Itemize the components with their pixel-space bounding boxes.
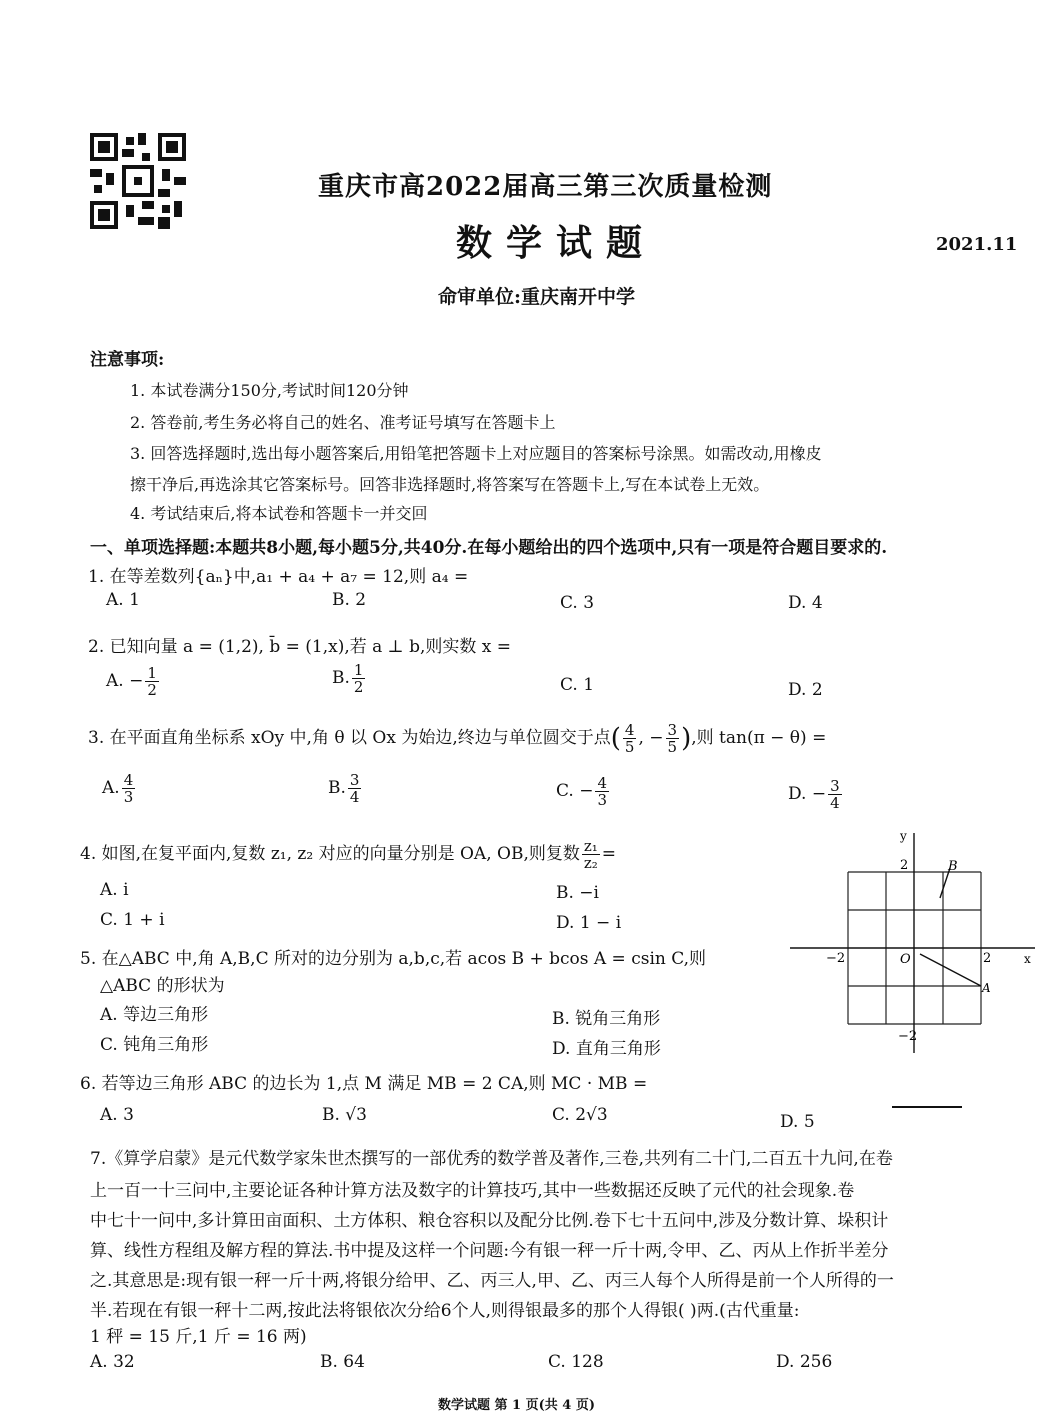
q2-option-a	[106, 665, 161, 698]
q7-option-b: B. 64	[320, 1352, 365, 1372]
tick-y-neg2: −2	[898, 1029, 918, 1044]
fraction	[582, 838, 600, 871]
frac-num: 1	[147, 664, 157, 682]
q7-option-c: C. 128	[548, 1352, 604, 1372]
notice-item: 4. 考试结束后,将本试卷和答题卡一并交回	[130, 504, 428, 523]
section-heading: 一、单项选择题:本题共8小题,每小题5分,共40分.在每小题给出的四个选项中,只有一项是符合题目要求的.	[90, 538, 888, 558]
question-3-stem	[88, 722, 826, 755]
frac-num: 3	[667, 721, 678, 739]
prefix: C. −	[556, 781, 594, 801]
separator: , −	[638, 728, 664, 748]
q7-option-a: A. 32	[90, 1352, 135, 1372]
origin-label: O	[900, 952, 911, 967]
frac-num: z₁	[583, 837, 598, 855]
q2-option-c: C. 1	[560, 675, 595, 695]
q6-option-c: C. 2√3	[552, 1105, 608, 1125]
q3-stem-text: 3. 在平面直角坐标系 xOy 中,角 θ 以 Ox 为始边,终边与单位圆交于点	[88, 728, 611, 748]
q2-option-a-prefix: A. −	[106, 671, 144, 691]
frac-den: z₂	[583, 854, 598, 872]
q7-option-d: D. 256	[776, 1352, 833, 1372]
frac-den: 5	[667, 738, 678, 756]
vector-oa	[920, 954, 981, 986]
fraction	[623, 722, 637, 755]
q6-option-d: D. 5	[780, 1112, 815, 1132]
question-7-line: 1 秤 = 15 斤,1 斤 = 16 两)	[90, 1327, 307, 1347]
prefix: A.	[102, 778, 120, 798]
q1-option-d: D. 4	[788, 593, 823, 613]
question-1-stem: 1. 在等差数列{aₙ}中,a₁ + a₄ + a₇ = 12,则 a₄ =	[88, 567, 469, 587]
q4-option-b: B. −i	[556, 883, 599, 903]
frac-den: 4	[830, 794, 840, 812]
fraction	[352, 662, 366, 695]
question-5-stem: 5. 在△ABC 中,角 A,B,C 所对的边分别为 a,b,c,若 acos B + bcos A = csin C,则	[80, 949, 707, 969]
notice-item: 2. 答卷前,考生务必将自己的姓名、准考证号填写在答题卡上	[130, 413, 556, 432]
prefix: B.	[328, 778, 346, 798]
q3-option-a	[102, 772, 137, 805]
frac-den: 4	[349, 788, 360, 806]
q6-option-a: A. 3	[100, 1105, 134, 1125]
notice-title: 注意事项:	[90, 350, 165, 370]
divider	[892, 1106, 962, 1108]
tick-y-2: 2	[900, 858, 909, 873]
q4-stem-text: =	[601, 844, 617, 864]
tick-x-neg2: −2	[826, 951, 846, 966]
q2-option-b-prefix: B.	[332, 668, 350, 688]
complex-plane-figure	[790, 828, 1040, 1058]
frac-num: 3	[830, 777, 840, 795]
fraction	[145, 665, 159, 698]
q5-option-a: A. 等边三角形	[100, 1005, 209, 1025]
prefix: D. −	[788, 784, 827, 804]
question-7-line: 上一百一十三问中,主要论证各种计算方法及数字的计算技巧,其中一些数据还反映了元代的社会现象.卷	[90, 1181, 855, 1201]
frac-den: 3	[597, 791, 607, 809]
q1-option-a: A. 1	[106, 590, 140, 610]
paren: (	[610, 723, 621, 754]
question-4-stem	[80, 838, 616, 871]
q4-option-c: C. 1 + i	[100, 910, 165, 930]
q4-option-d: D. 1 − i	[556, 913, 622, 933]
question-7-line: 7.《算学启蒙》是元代数学家朱世杰撰写的一部优秀的数学普及著作,三卷,共列有二十门,二百五十九问,在卷	[90, 1149, 893, 1169]
q5-option-d: D. 直角三角形	[552, 1039, 661, 1059]
setter-unit: 命审单位:重庆南开中学	[438, 286, 636, 308]
q3-option-c	[556, 775, 611, 808]
q6-option-b: B. √3	[322, 1105, 367, 1125]
q3-stem-text: ,则 tan(π − θ) =	[691, 728, 827, 748]
q4-option-a: A. i	[100, 880, 129, 900]
frac-num: 4	[597, 774, 607, 792]
qr-code-icon	[90, 133, 186, 229]
fraction	[348, 772, 362, 805]
tick-x-2: 2	[983, 951, 992, 966]
axes	[790, 833, 1035, 1053]
question-7-line: 中七十一问中,多计算田亩面积、土方体积、粮仓容积以及配分比例.卷下七十五问中,涉及分数计算、垛积计	[90, 1211, 889, 1231]
frac-den: 5	[624, 738, 635, 756]
frac-num: 4	[624, 721, 635, 739]
x-axis-label: x	[1024, 952, 1031, 966]
page-footer: 数学试题 第 1 页(共 4 页)	[438, 1398, 596, 1413]
question-7-line: 半.若现在有银一秤十二两,按此法将银依次分给6个人,则得银最多的那个人得银( )两.(古代重量:	[90, 1301, 800, 1321]
frac-den: 2	[147, 681, 157, 699]
frac-den: 3	[123, 788, 134, 806]
paren: )	[681, 723, 692, 754]
q2-option-b	[332, 662, 367, 695]
exam-date: 2021.11	[936, 234, 1018, 255]
notice-item: 擦干净后,再选涂其它答案标号。回答非选择题时,将答案写在答题卡上,写在本试卷上无效。	[130, 475, 770, 494]
question-7-line: 算、线性方程组及解方程的算法.书中提及这样一个问题:今有银一秤一斤十两,令甲、乙、丙从上作折半差分	[90, 1241, 889, 1261]
question-6-stem: 6. 若等边三角形 ABC 的边长为 1,点 M 满足 MB = 2 CA,则 MC · MB =	[80, 1074, 648, 1094]
q4-stem-text: 4. 如图,在复平面内,复数 z₁, z₂ 对应的向量分别是 OA, OB,则复数	[80, 844, 580, 864]
fraction	[595, 775, 609, 808]
notice-item: 3. 回答选择题时,选出每小题答案后,用铅笔把答题卡上对应题目的答案标号涂黑。如需改动,用橡皮	[130, 444, 822, 463]
point-b-label: B	[948, 859, 958, 874]
frac-num: 4	[123, 771, 134, 789]
notice-item: 1. 本试卷满分150分,考试时间120分钟	[130, 381, 409, 400]
y-axis-label: y	[900, 829, 907, 843]
q5-option-c: C. 钝角三角形	[100, 1035, 209, 1055]
question-5-stem-cont: △ABC 的形状为	[100, 976, 225, 996]
fraction	[122, 772, 136, 805]
exam-title: 重庆市高2022届高三第三次质量检测	[318, 172, 773, 202]
frac-den: 2	[353, 678, 364, 696]
q1-option-c: C. 3	[560, 593, 595, 613]
q3-option-b	[328, 772, 363, 805]
q2-option-d: D. 2	[788, 680, 823, 700]
point-a-label: A	[982, 981, 991, 995]
question-2-stem: 2. 已知向量 a = (1,2), b̄ = (1,x),若 a ⊥ b,则实数 x =	[88, 637, 511, 657]
subject-title: 数学试题	[456, 222, 657, 264]
fraction	[828, 778, 842, 811]
question-7-line: 之.其意思是:现有银一秤一斤十两,将银分给甲、乙、丙三人,甲、乙、丙三人每个人所得是前一个人所得的一	[90, 1271, 894, 1291]
q1-option-b: B. 2	[332, 590, 367, 610]
frac-num: 1	[353, 661, 364, 679]
q5-option-b: B. 锐角三角形	[552, 1009, 661, 1029]
fraction	[666, 722, 680, 755]
frac-num: 3	[349, 771, 360, 789]
q3-option-d	[788, 778, 844, 811]
